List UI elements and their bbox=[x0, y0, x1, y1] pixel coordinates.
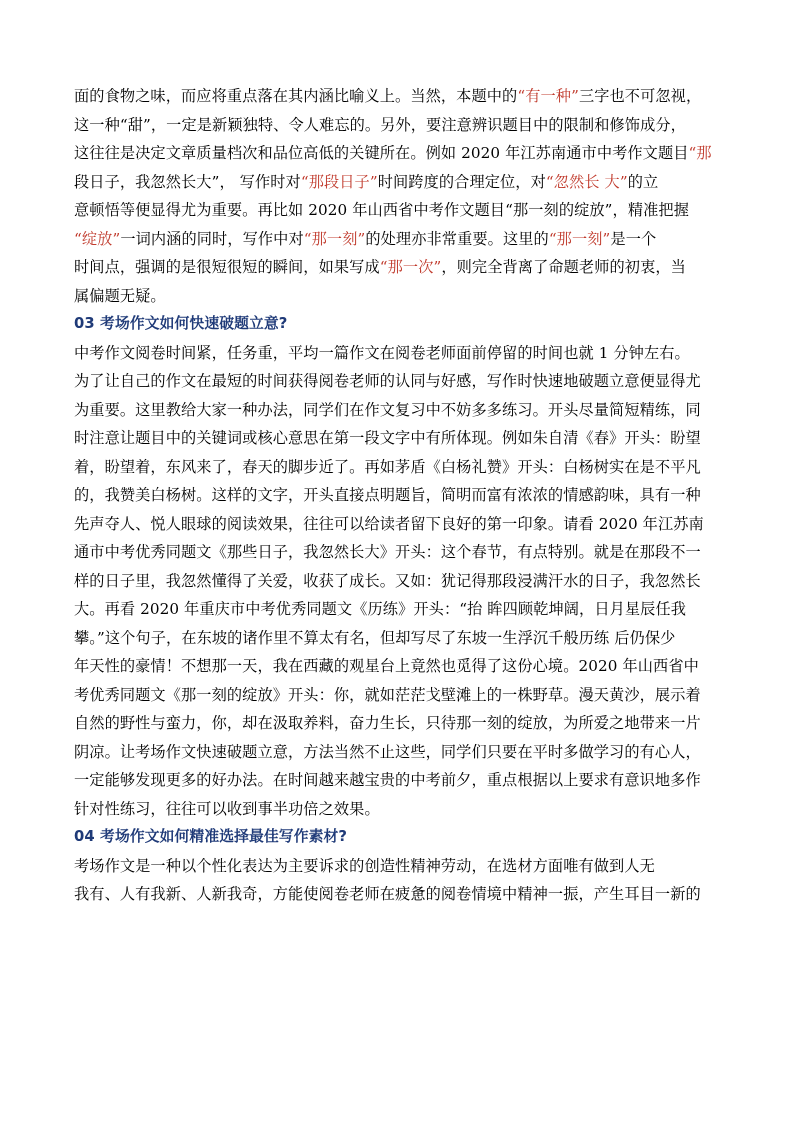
text-span: 考场作文是一种以个性化表达为主要诉求的创造性精神劳动，在选材方面唯有做到人无 bbox=[74, 856, 655, 875]
text-span: 这一种“甜”，一定是新颖独特、令人难忘的。另外，要注意辨识题目中的限制和修饰成分， bbox=[74, 115, 686, 134]
text-span: 段日子，我忽然长大”， 写作时对 bbox=[74, 172, 301, 191]
text-span: 一词内涵的同时，写作中对 bbox=[120, 229, 304, 248]
text-span: 攀。”这个句子，在东坡的诸作里不算太有名，但却写尽了东坡一生浮沉千般历练 后仍保少 bbox=[74, 628, 676, 647]
text-line bbox=[74, 877, 724, 911]
text-span: 自然的野性与蛮力，你，却在汲取养料，奋力生长，只待那一刻的绽放，为所爱之地带来一片 bbox=[74, 714, 701, 732]
text-span: 属偏题无疑。 bbox=[74, 286, 166, 305]
text-span: 04 考场作文如何精准选择最佳写作素材? bbox=[74, 828, 348, 845]
text-span: 三字也不可忽视， bbox=[578, 87, 702, 105]
text-span: 我有、人有我新、人新我奇，方能使阅卷老师在疲惫的阅卷情境中精神一振，产生耳目一新的 bbox=[74, 885, 701, 903]
highlighted-text: “绽放” bbox=[74, 229, 121, 248]
text-span: 先声夺人、悦人眼球的阅读效果，往往可以给读者留下良好的第一印象。请看 2020 年江苏南 bbox=[74, 514, 704, 533]
text-span: 阴凉。让考场作文快速破题立意，方法当然不止这些，同学们只要在平时多做学习的有心人， bbox=[74, 742, 701, 761]
text-span: 时间跨度的合理定位，对 bbox=[377, 172, 546, 191]
text-span: 面的食物之味，而应将重点落在其内涵比喻义上。当然，本题中的 bbox=[74, 87, 518, 105]
highlighted-text: “那一次” bbox=[379, 258, 442, 276]
text-span: 03 考场作文如何快速破题立意? bbox=[74, 315, 288, 332]
text-span: 时注意让题目中的关键词或核心意思在第一段文字中有所体现。例如朱自清《春》开头：盼望 bbox=[74, 429, 701, 447]
text-span: 为重要。这里教给大家一种办法，同学们在作文复习中不妨多多练习。开头尽量简短精练，同 bbox=[74, 400, 701, 419]
text-span: 一定能够发现更多的好办法。在时间越来越宝贵的中考前夕，重点根据以上要求有意识地多作 bbox=[74, 771, 701, 789]
text-span: 大。再看 2020 年重庆市中考优秀同题文《历练》开头：“抬 眸四顾乾坤阔，日月星辰任我 bbox=[74, 600, 687, 618]
highlighted-text: “那一刻” bbox=[303, 229, 366, 248]
text-span: 着，盼望着，东风来了，春天的脚步近了。再如茅盾《白杨礼赞》开头：白杨树实在是不平凡 bbox=[74, 457, 701, 476]
text-span: 年天性的豪情！不想那一天，我在西藏的观星台上竟然也觅得了这份心境。2020 年山西省中 bbox=[74, 657, 699, 675]
text-span: 是一个 bbox=[610, 229, 657, 248]
text-span: 样的日子里，我忽然懂得了关爱，收获了成长。又如：犹记得那段浸满汗水的日子，我忽然长 bbox=[74, 571, 701, 590]
text-span: 通市中考优秀同题文《那些日子，我忽然长大》开头：这个春节，有点特别。就是在那段不一 bbox=[74, 543, 701, 561]
highlighted-text: “那一刻” bbox=[548, 229, 611, 248]
text-span: 的处理亦非常重要。这里的 bbox=[365, 229, 549, 248]
text-span: ，则完全背离了命题老师的初衷，当 bbox=[441, 258, 686, 276]
text-span: 意顿悟等便显得尤为重要。再比如 2020 年山西省中考作文题目“那一刻的绽放”，精准把握 bbox=[74, 201, 689, 219]
highlighted-text: “那段日子” bbox=[300, 172, 378, 191]
highlighted-text: “忽然长 大” bbox=[545, 172, 628, 191]
text-span: 时间点，强调的是很短很短的瞬间，如果写成 bbox=[74, 258, 380, 276]
text-span: 的，我赞美白杨树。这样的文字，开头直接点明题旨，简明而富有浓浓的情感韵味，具有一种 bbox=[74, 486, 701, 504]
text-span: 中考作文阅卷时间紧，任务重，平均一篇作文在阅卷老师面前停留的时间也就 1 分钟左右。 bbox=[74, 343, 690, 362]
text-span: 为了让自己的作文在最短的时间获得阅卷老师的认同与好感，写作时快速地破题立意便显得尤 bbox=[74, 372, 701, 390]
text-span: 考优秀同题文《那一刻的绽放》开头：你，就如茫茫戈壁滩上的一株野草。漫天黄沙，展示着 bbox=[74, 685, 701, 704]
text-span: 这往往是决定文章质量档次和品位高低的关键所在。例如 2020 年江苏南通市中考作文题目 bbox=[74, 144, 689, 162]
text-span: 的立 bbox=[627, 172, 659, 191]
text-span: 针对性练习，往往可以收到事半功倍之效果。 bbox=[74, 799, 380, 818]
highlighted-text: “有一种” bbox=[517, 87, 579, 105]
highlighted-text: “那 bbox=[688, 144, 712, 162]
